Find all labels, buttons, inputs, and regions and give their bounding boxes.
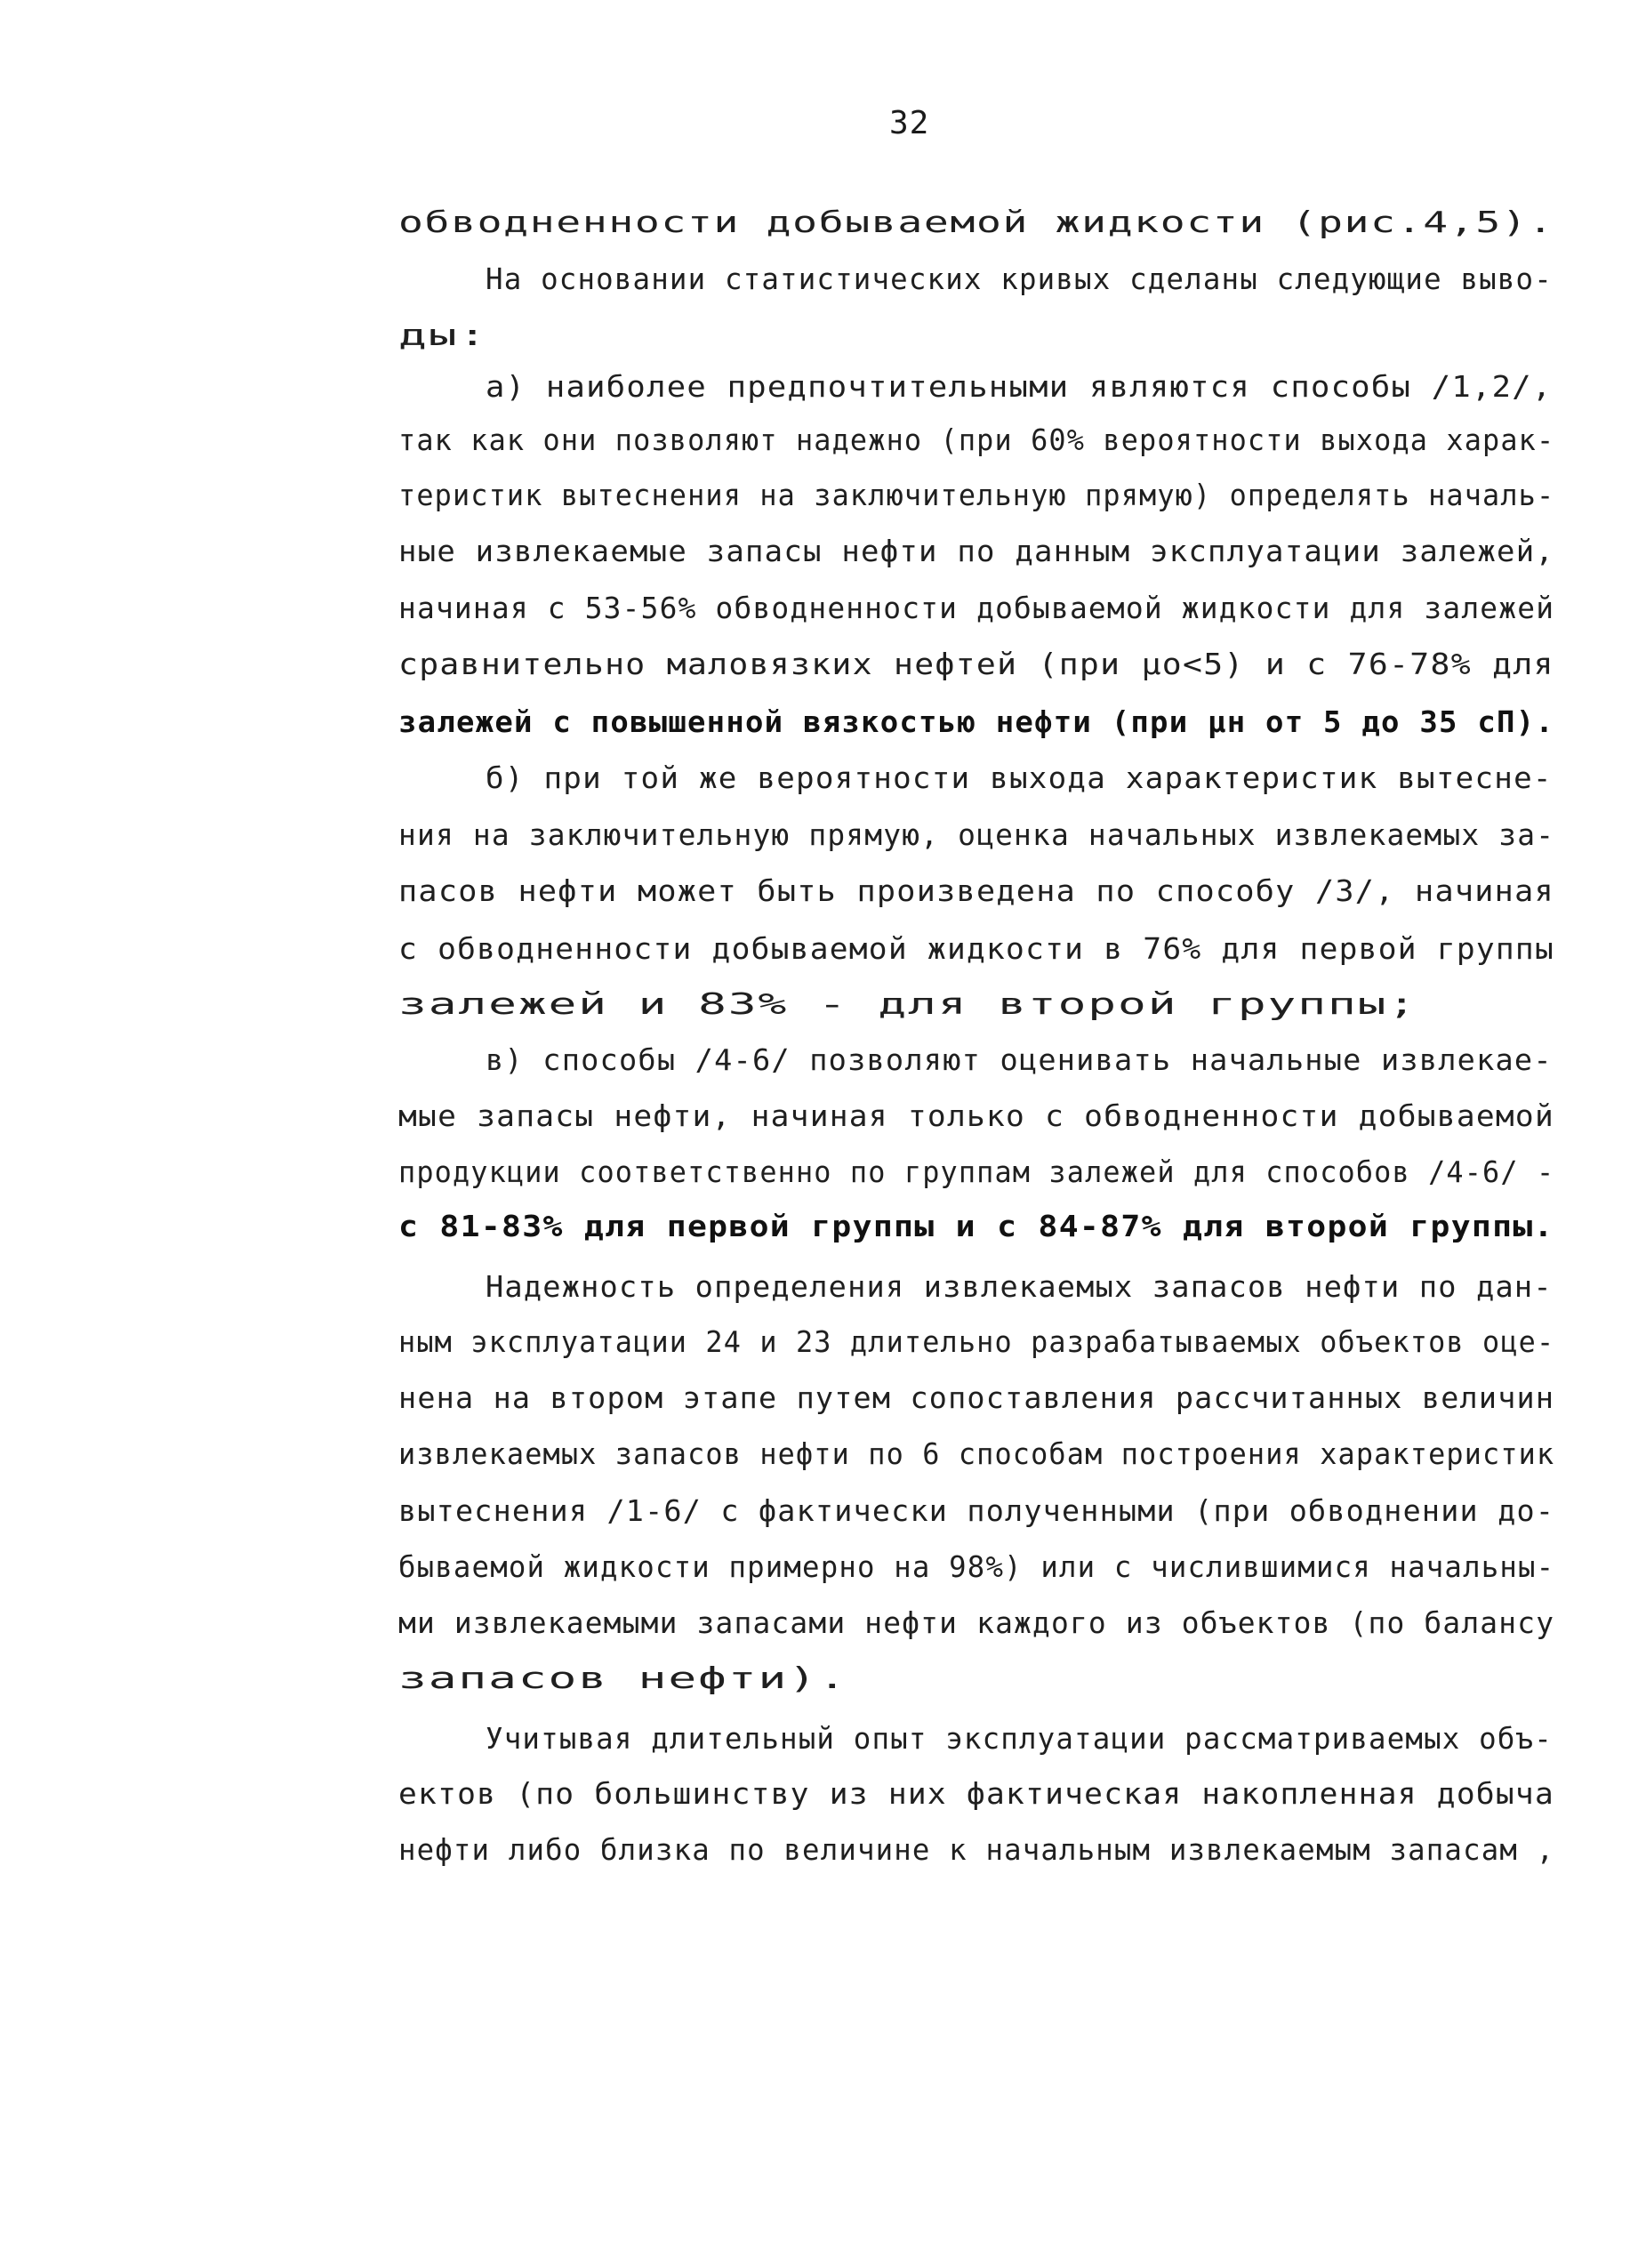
text-line: нефти либо близка по величине к начальным извлекаемым запасам , [398, 1832, 1555, 1867]
text-line: б) при той же вероятности выхода характеристик вытесне- [486, 760, 1553, 795]
text-line: а) наиболее предпочтительными являются способы /1,2/, [486, 369, 1553, 404]
text-line: в) способы /4-6/ позволяют оценивать начальные извлекае- [486, 1042, 1553, 1077]
text-line: ния на заключительную прямую, оценка начальных извлекаемых за- [398, 817, 1555, 852]
text-line: вытеснения /1-6/ с фактически полученными (при обводнении до- [398, 1493, 1555, 1528]
text-line: На основании статистических кривых сделаны следующие выво- [486, 261, 1553, 296]
text-line: залежей с повышенной вязкостью нефти (при μн от 5 до 35 сП). [398, 704, 1555, 739]
text-line: пасов нефти может быть произведена по способу /3/, начиная [398, 873, 1554, 908]
text-line: с обводненности добываемой жидкости в 76% для первой группы [398, 931, 1554, 966]
text-line: Надежность определения извлекаемых запасов нефти по дан- [486, 1269, 1553, 1304]
text-line: продукции соответственно по группам залежей для способов /4-6/ - [398, 1154, 1555, 1189]
text-line: начиная с 53-56% обводненности добываемой жидкости для залежей [398, 591, 1555, 625]
text-line: обводненности добываемой жидкости (рис.4,5). [398, 205, 1554, 239]
text-line: ми извлекаемыми запасами нефти каждого из объектов (по балансу [398, 1605, 1555, 1640]
text-line: с 81-83% для первой группы и с 84-87% для второй группы. [398, 1209, 1554, 1243]
text-line: мые запасы нефти, начиная только с обводненности добываемой [398, 1098, 1554, 1133]
text-line: нена на втором этапе путем сопоставления рассчитанных величин [398, 1380, 1555, 1415]
page-number: 32 [889, 105, 930, 141]
text-line: сравнительно маловязких нефтей (при μo<5) и с 76-78% для [398, 647, 1554, 681]
text-line: бываемой жидкости примерно на 98%) или с числившимися начальны- [398, 1549, 1555, 1584]
text-line: теристик вытеснения на заключительную прямую) определять началь- [398, 478, 1555, 512]
text-line: ным эксплуатации 24 и 23 длительно разрабатываемых объектов оце- [398, 1324, 1555, 1359]
text-line: извлекаемых запасов нефти по 6 способам построения характеристик [398, 1436, 1555, 1471]
text-line: запасов нефти). [398, 1661, 848, 1695]
text-line: залежей и 83% - для второй группы; [398, 986, 1418, 1021]
text-line: так как они позволяют надежно (при 60% вероятности выхода харак- [398, 422, 1555, 457]
text-line: Учитывая длительный опыт эксплуатации рассматриваемых объ- [486, 1721, 1553, 1756]
text-line: ектов (по большинству из них фактическая накопленная добыча [398, 1776, 1554, 1811]
text-line: ды: [398, 318, 489, 352]
text-line: ные извлекаемые запасы нефти по данным эксплуатации залежей, [398, 534, 1555, 568]
